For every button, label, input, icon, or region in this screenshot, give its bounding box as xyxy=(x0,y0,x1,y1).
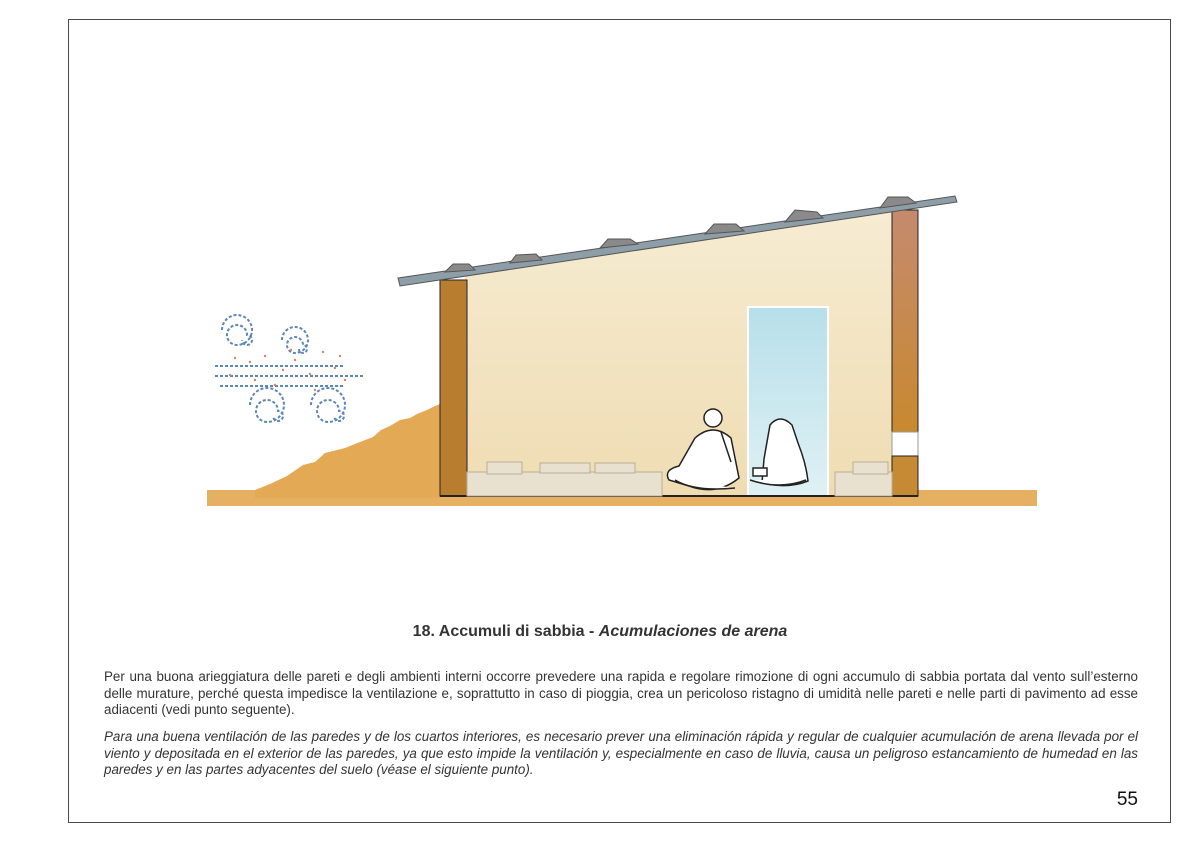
page-number: 55 xyxy=(1116,789,1138,810)
right-wall-window xyxy=(892,432,918,456)
right-wall-lower xyxy=(892,456,918,496)
caption-number-it: 18. Accumuli di sabbia - xyxy=(412,623,599,640)
caption-title-es: Acumulaciones de arena xyxy=(598,623,788,640)
left-wall xyxy=(440,280,467,496)
paragraph-italian: Per una buona arieggiatura delle pareti e degli ambienti interni occorre prevedere una rapida e regolare rimozione di ogni accumulo di sabbia portata dal vento sull’esterno delle murature, perché questa impedisce la ventilazione e, soprattutto in caso di pioggia, crea un pericoloso ristagno di umidità nelle pareti e nelle parti di pavimento ad esse adiacenti (vedi punto seguente). xyxy=(104,669,1138,718)
figure-caption xyxy=(0,623,1200,641)
paragraph-spanish: Para una buena ventilación de las paredes y de los cuartos interiores, es necesario prever una eliminación rápida y regular de cualquier acumulación de arena llevada por el viento y depositada en el exterior de las paredes, ya que esto impide la ventilación y, especialmente en caso de lluvia, causa un peligroso estancamiento de humedad en las paredes y en las partes adyacentes del suelo (véase el siguiente punto). xyxy=(104,729,1138,778)
interior-space xyxy=(465,210,895,496)
wind-swirls xyxy=(215,315,365,422)
house-section-illustration xyxy=(195,180,1045,520)
wind-sand-dots xyxy=(229,349,346,391)
right-wall-upper xyxy=(892,210,918,432)
